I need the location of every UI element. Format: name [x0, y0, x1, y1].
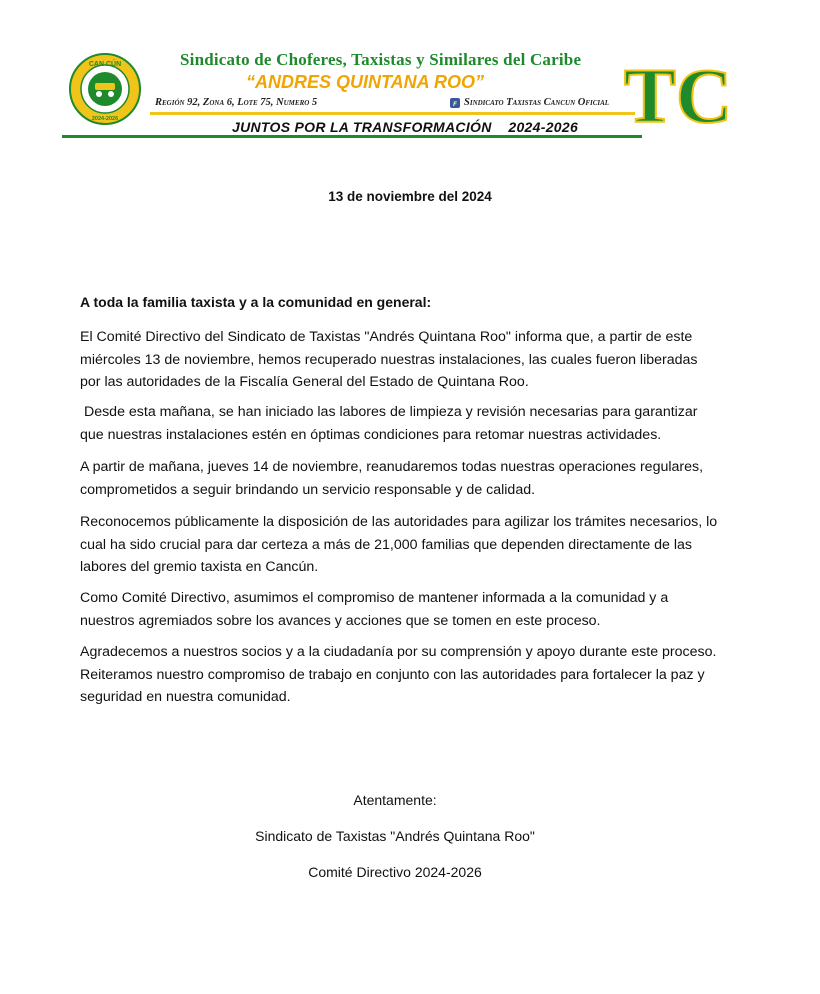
facebook-line [450, 97, 609, 108]
header-slogan: JUNTOS POR LA TRANSFORMACIÓN 2024-2026 [232, 119, 579, 135]
monogram-text: TC [623, 52, 733, 139]
seal-top-text: CAN CÚN [88, 61, 122, 68]
letter-salutation: A toda la familia taxista y a la comunidad en general: [80, 294, 432, 310]
paragraph-6: Agradecemos a nuestros socios y a la ciudadanía por su comprensión y apoyo durante este proceso. Reiteramos nuestro compromiso de trabajo en conjunto con las autoridades para fortalecer la paz y seguridad en nuestra comunidad. [80, 644, 717, 705]
letter-date: 13 de noviembre del 2024 [328, 189, 492, 204]
signature-committee: Comité Directivo 2024-2026 [308, 864, 482, 880]
union-seal-logo [68, 52, 142, 126]
union-title: Sindicato de Choferes, Taxistas y Similares del Caribe [180, 50, 582, 69]
facebook-page-name: Sindicato Taxistas Cancun Oficial [464, 97, 610, 108]
union-name: “ANDRES QUINTANA ROO” [246, 72, 484, 92]
paragraph-1: El Comité Directivo del Sindicato de Taxistas "Andrés Quintana Roo" informa que, a partir de este miércoles 13 de noviembre, hemos recuperado nuestras instalaciones, las cuales fueron liberadas por las autoridades de la Fiscalía General del Estado de Quintana Roo. [80, 329, 698, 390]
header-rule-yellow [150, 112, 635, 115]
union-address: Región 92, Zona 6, Lote 75, Numero 5 [155, 97, 318, 108]
header-rule-green [62, 135, 642, 138]
closing-line: Atentamente: [353, 792, 437, 808]
facebook-icon: f [450, 98, 460, 108]
paragraph-4: Reconocemos públicamente la disposición de las autoridades para agilizar los trámites necesarios, lo cual ha sido crucial para dar certeza a más de 21,000 familias que dependen directamente de las labores del gremio taxista en Cancún. [80, 514, 718, 575]
paragraph-5: Como Comité Directivo, asumimos el compromiso de mantener informada a la comunidad y a nuestros agremiados sobre los avances y acciones que se tomen en este proceso. [80, 590, 669, 629]
tc-monogram-logo [623, 50, 733, 139]
paragraph-3: A partir de mañana, jueves 14 de noviembre, reanudaremos todas nuestras operaciones regulares, comprometidos a seguir brindando un servicio responsable y de calidad. [80, 459, 704, 498]
signature-organization: Sindicato de Taxistas "Andrés Quintana Roo" [255, 828, 535, 844]
seal-years: 2024-2026 [91, 116, 119, 122]
paragraph-2: Desde esta mañana, se han iniciado las labores de limpieza y revisión necesarias para garantizar que nuestras instalaciones estén en óptimas condiciones para retomar nuestras actividades. [80, 404, 702, 443]
